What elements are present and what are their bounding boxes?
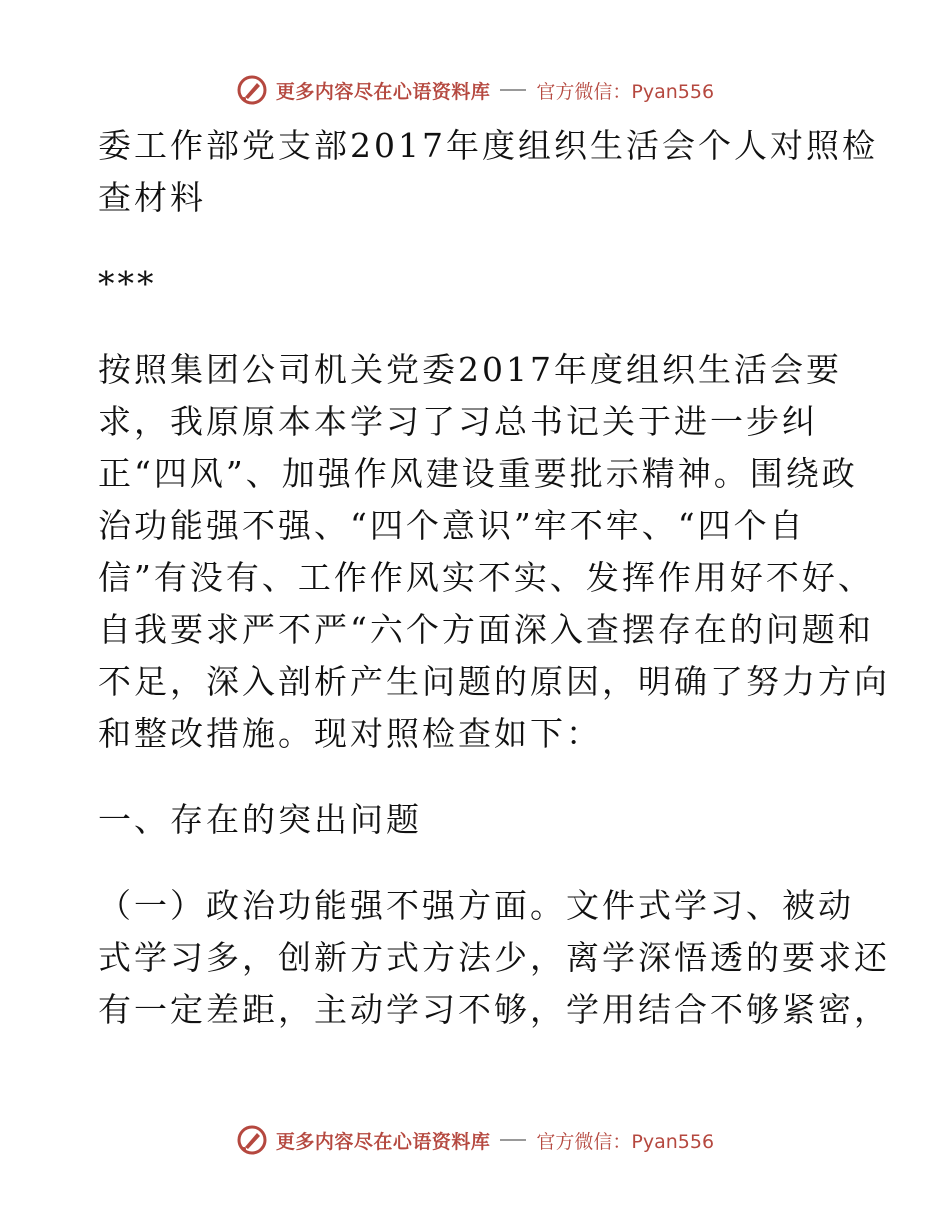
watermark-site-text: 更多内容尽在心语资料库	[275, 80, 491, 103]
paragraph-line: 治功能强不强、“四个意识”牢不牢、“四个自	[98, 506, 806, 545]
title-line: 委工作部党支部2017年度组织生活会个人对照检	[98, 126, 878, 165]
document-author: ***	[98, 264, 157, 303]
watermark-site-text: 更多内容尽在心语资料库	[275, 1130, 491, 1153]
pen-seal-logo-icon	[236, 1124, 268, 1156]
document-body	[98, 120, 890, 1036]
paragraph-line: 和整改措施。现对照检查如下：	[98, 714, 602, 753]
pen-seal-logo-icon	[236, 74, 268, 106]
paragraph-line: 正“四风”、加强作风建设重要批示精神。围绕政	[98, 454, 858, 493]
watermark-divider	[500, 1139, 526, 1141]
paragraph-line: 按照集团公司机关党委2017年度组织生活会要	[98, 350, 842, 389]
footer-watermark	[0, 1120, 950, 1160]
header-watermark	[0, 70, 950, 110]
document-title	[98, 120, 878, 224]
paragraph-line: （一）政治功能强不强方面。文件式学习、被动	[98, 886, 854, 925]
paragraph-line: 不足，深入剖析产生问题的原因，明确了努力方向	[98, 662, 890, 701]
title-line: 查材料	[98, 178, 206, 217]
paragraph-line: 求，我原原本本学习了习总书记关于进一步纠	[98, 402, 818, 441]
section-paragraph	[98, 880, 890, 1036]
intro-paragraph	[98, 344, 890, 760]
paragraph-line: 式学习多，创新方式方法少，离学深悟透的要求还	[98, 938, 890, 977]
watermark-wechat-text: 官方微信：Pyan556	[536, 80, 715, 103]
section-heading: 一、存在的突出问题	[98, 800, 422, 839]
watermark-wechat-text: 官方微信：Pyan556	[536, 1130, 715, 1153]
paragraph-line: 自我要求严不严“六个方面深入查摆存在的问题和	[98, 610, 874, 649]
paragraph-line: 有一定差距，主动学习不够，学用结合不够紧密，	[98, 990, 890, 1029]
paragraph-line: 信”有没有、工作作风实不实、发挥作用好不好、	[98, 558, 874, 597]
watermark-divider	[500, 89, 526, 91]
